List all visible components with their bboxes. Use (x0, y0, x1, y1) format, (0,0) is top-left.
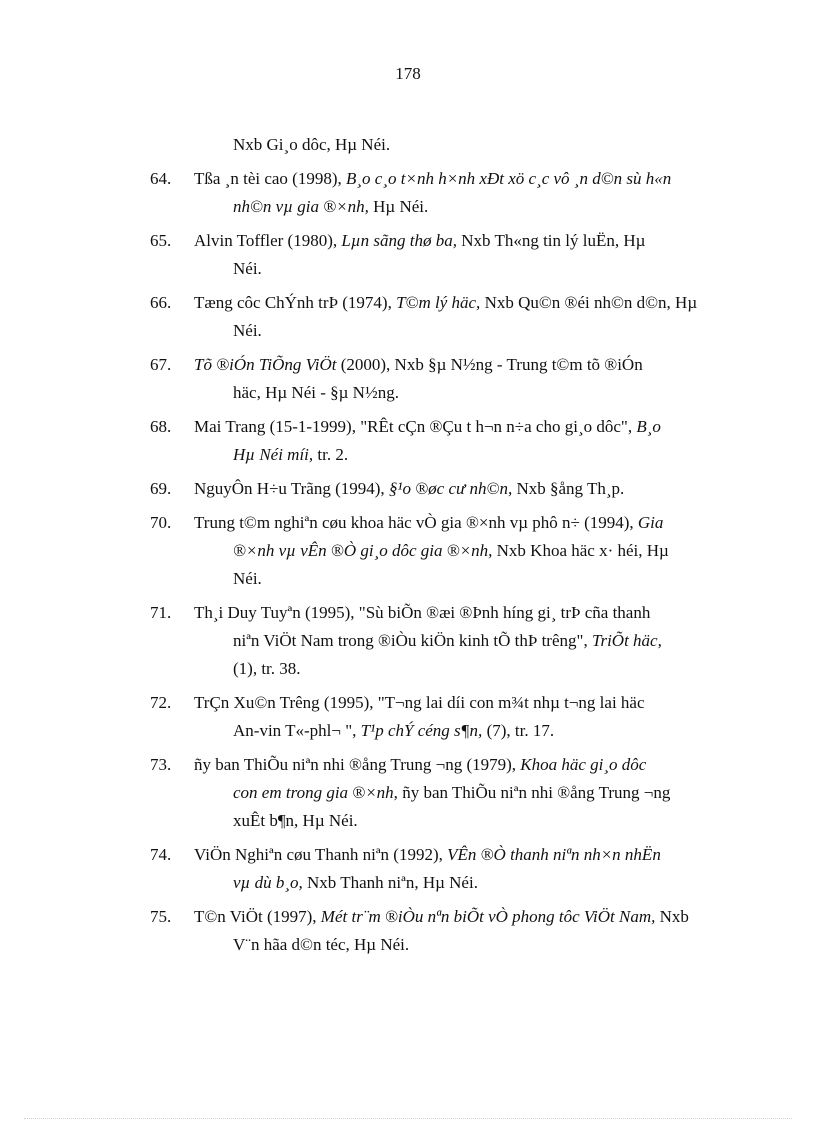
reference-title: VÊn ®Ò thanh niªn nh×n nhËn (447, 845, 661, 864)
reference-number: 70. (150, 513, 172, 532)
reference-author: T©n ViÖt (1997), (194, 907, 321, 926)
reference-title: B¸o c¸o t×nh h×nh xÐt xö c¸c vô ¸n d©n sù h«n (346, 169, 672, 188)
reference-item (150, 689, 740, 745)
reference-continuation (150, 131, 740, 159)
reference-author: ViÖn Nghiªn cøu Thanh niªn (1992), (194, 845, 448, 864)
reference-item (150, 289, 740, 345)
reference-pages: (7), tr. 17. (482, 721, 555, 740)
reference-title-cont: nh©n vµ gia ®×nh, (233, 197, 369, 216)
reference-author: Tæng côc ChÝnh trÞ (1974), (194, 293, 397, 312)
reference-item (150, 751, 740, 835)
reference-item (150, 351, 740, 407)
reference-publisher: ñy ban ThiÕu niªn nhi ®ång Trung ¬ng (397, 783, 671, 802)
reference-title-cont: vµ dù b¸o, (233, 873, 303, 892)
reference-item (150, 509, 740, 593)
reference-title: B¸o (636, 417, 661, 436)
reference-author: Alvin Toffler (1980), (194, 231, 342, 250)
reference-title: §¹o ®øc cư nh©n, (388, 479, 513, 498)
reference-title: Tõ ®iÓn TiÕng ViÖt (194, 355, 337, 374)
reference-title: Khoa häc gi¸o dôc (520, 755, 647, 774)
reference-title-cont: ®×nh vµ vÊn ®Ò gi¸o dôc gia ®×nh, (233, 541, 493, 560)
page-number: 178 (395, 64, 421, 83)
reference-number: 75. (150, 907, 172, 926)
reference-list (150, 131, 740, 965)
reference-publisher: Nxb Qu©n ®éi nh©n d©n, Hµ (480, 293, 698, 312)
reference-journal: T¹p chÝ céng s¶n, (360, 721, 483, 740)
reference-author: Th¸i Duy Tuyªn (1995), "Sù biÕn ®æi ®Þnh híng gi¸ trÞ cña thanh (194, 603, 651, 622)
continuation-text: Nxb Gi¸o dôc, Hµ Néi. (233, 135, 391, 154)
reference-author: Tßa ¸n tèi cao (1998), (194, 169, 346, 188)
reference-location: xuÊt b¶n, Hµ Néi. (233, 811, 358, 830)
reference-title-cont: An-vin T«-phl¬ ", (233, 721, 361, 740)
reference-title: Lµn sãng thø ba, (341, 231, 457, 250)
reference-publisher: Nxb §ång Th¸p. (512, 479, 625, 498)
reference-publisher: Nxb Thanh niªn, Hµ Néi. (302, 873, 478, 892)
reference-title-cont: niªn ViÖt Nam trong ®iÒu kiÖn kinh tÕ thÞ trêng", (233, 631, 592, 650)
reference-number: 66. (150, 293, 172, 312)
reference-item (150, 165, 740, 221)
reference-author: NguyÔn H÷u Trãng (1994), (194, 479, 389, 498)
reference-publisher: (2000), Nxb §µ N½ng - Trung t©m tõ ®iÓn (336, 355, 643, 374)
reference-item (150, 599, 740, 683)
reference-number: 67. (150, 355, 172, 374)
reference-author: Mai Trang (15-1-1999), "RÊt cÇn ®Çu t h¬n n÷a cho gi¸o dôc", (194, 417, 637, 436)
reference-publisher: Nxb (655, 907, 689, 926)
reference-location: Néi. (233, 259, 262, 278)
reference-author: ñy ban ThiÕu niªn nhi ®ång Trung ¬ng (1979), (194, 755, 521, 774)
reference-title-cont: con em trong gia ®×nh, (233, 783, 398, 802)
reference-title: T©m lý häc, (396, 293, 481, 312)
reference-pages: tr. 2. (313, 445, 349, 464)
reference-author: TrÇn Xu©n Trêng (1995), "T¬ng lai díi con m¾t nhµ t¬ng lai häc (194, 693, 645, 712)
reference-number: 71. (150, 603, 172, 622)
reference-location: Néi. (233, 321, 262, 340)
page-bottom-rule (24, 1118, 792, 1119)
reference-number: 64. (150, 169, 172, 188)
reference-number: 65. (150, 231, 172, 250)
reference-number: 73. (150, 755, 172, 774)
reference-item (150, 841, 740, 897)
reference-number: 74. (150, 845, 172, 864)
reference-journal: TriÕt häc, (591, 631, 662, 650)
reference-pages: (1), tr. 38. (233, 659, 301, 678)
reference-publisher: Nxb Th«ng tin lý luËn, Hµ (456, 231, 646, 250)
reference-publisher: Hµ Néi. (368, 197, 429, 216)
reference-location: häc, Hµ Néi - §µ N½ng. (233, 383, 399, 402)
reference-number: 69. (150, 479, 172, 498)
reference-author: Trung t©m nghiªn cøu khoa häc vÒ gia ®×nh vµ phô n÷ (1994), (194, 513, 638, 532)
reference-location: V¨n hãa d©n téc, Hµ Néi. (233, 935, 410, 954)
reference-item (150, 227, 740, 283)
reference-item (150, 903, 740, 959)
reference-publisher: Nxb Khoa häc x· héi, Hµ (492, 541, 669, 560)
reference-number: 68. (150, 417, 172, 436)
reference-title-cont: Hµ Néi míi, (233, 445, 314, 464)
reference-title: Gia (637, 513, 664, 532)
reference-item (150, 413, 740, 469)
reference-location: Néi. (233, 569, 262, 588)
reference-title: Mét tr¨m ®iÒu nªn biÕt vÒ phong tôc ViÖt Nam, (320, 907, 656, 926)
reference-number: 72. (150, 693, 172, 712)
reference-item (150, 475, 740, 503)
